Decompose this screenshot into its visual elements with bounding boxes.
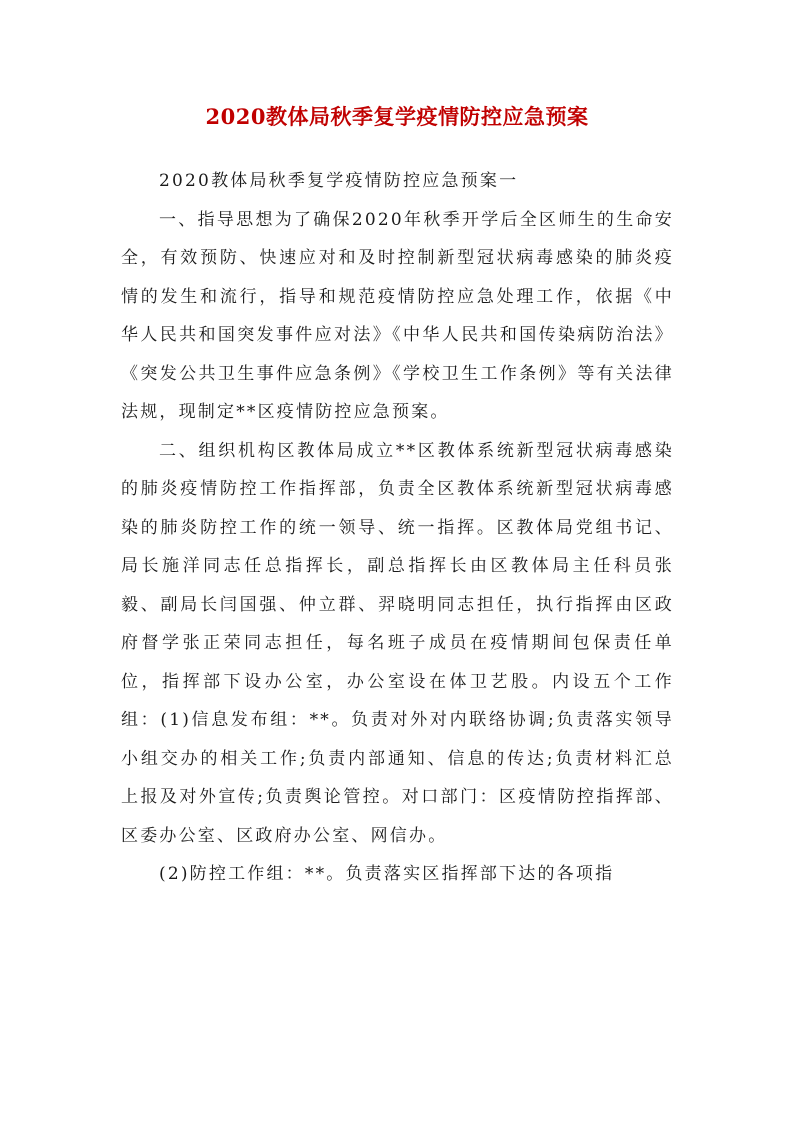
document-title: 2020教体局秋季复学疫情防控应急预案 [205,104,589,129]
paragraph-guiding-ideology: 一、指导思想为了确保2020年秋季开学后全区师生的生命安全，有效预防、快速应对和及时控制新型冠状病毒感染的肺炎疫情的发生和流行，指导和规范疫情防控应急处理工作，依据《中华人民共和国突发事件应对法》《中华人民共和国传染病防治法》《突发公共卫生事件应急条例》《学校卫生工作条例》等有关法律法规，现制定**区疫情防控应急预案。 [121,209,674,422]
document-body [121,162,674,894]
paragraph-prevention-group: (2)防控工作组：**。负责落实区指挥部下达的各项指 [159,864,615,884]
document-subtitle: 2020教体局秋季复学疫情防控应急预案一 [159,171,519,191]
paragraph-organization: 二、组织机构区教体局成立**区教体系统新型冠状病毒感染的肺炎疫情防控工作指挥部，负责全区教体系统新型冠状病毒感染的肺炎防控工作的统一领导、统一指挥。区教体局党组书记、局长施洋同志任总指挥长，副总指挥长由区教体局主任科员张毅、副局长闫国强、仲立群、羿晓明同志担任，执行指挥由区政府督学张正荣同志担任，每名班子成员在疫情期间包保责任单位，指挥部下设办公室，办公室设在体卫艺股。内设五个工作组：(1)信息发布组：**。负责对外对内联络协调;负责落实领导小组交办的相关工作;负责内部通知、信息的传达;负责材料汇总上报及对外宣传;负责舆论管控。对口部门：区疫情防控指挥部、区委办公室、区政府办公室、网信办。 [121,440,674,846]
